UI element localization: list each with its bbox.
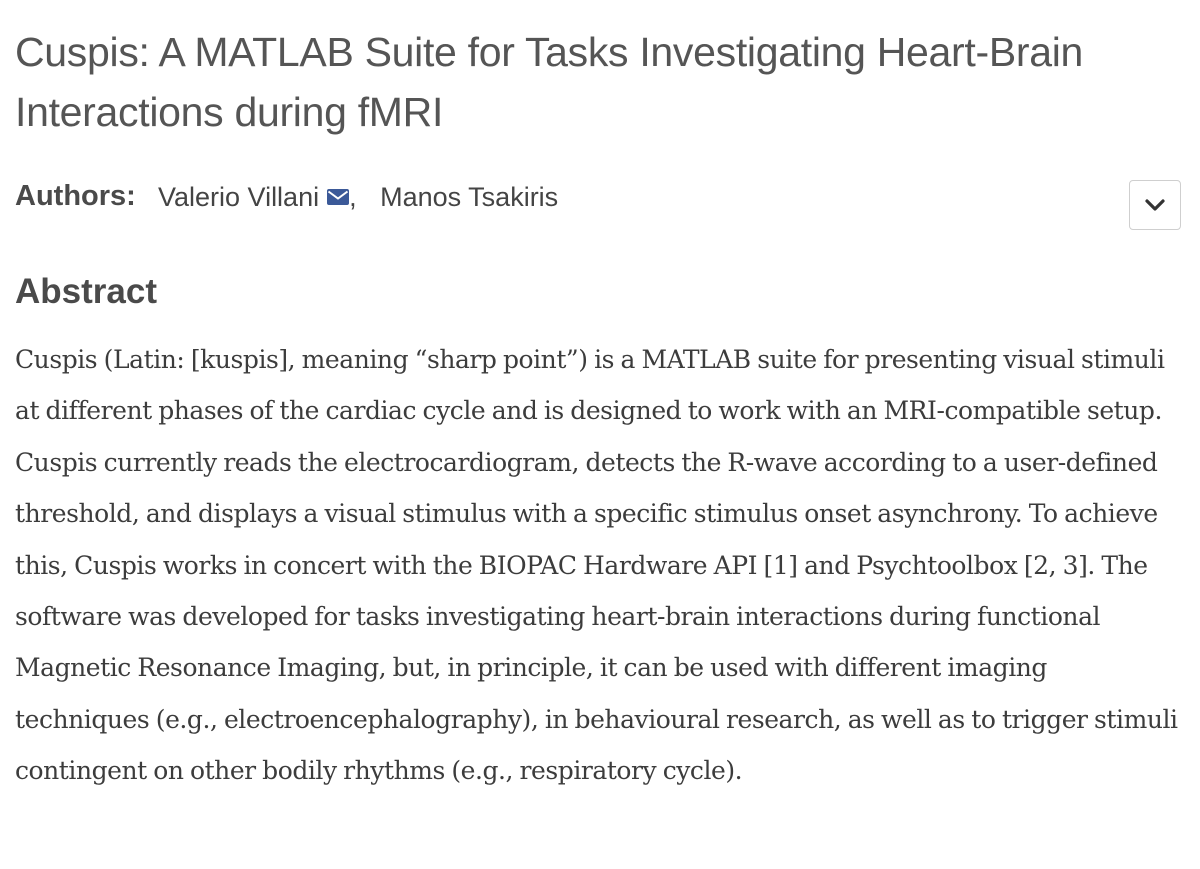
article-title: Cuspis: A MATLAB Suite for Tasks Investigating Heart-Brain Interactions during fMRI xyxy=(15,29,1084,135)
authors-list xyxy=(158,182,558,213)
abstract-heading: Abstract xyxy=(15,272,157,311)
authors-row xyxy=(15,178,1185,228)
article-page xyxy=(15,0,1185,786)
expand-authors-button[interactable] xyxy=(1129,180,1181,230)
authors-label: Authors: xyxy=(15,180,136,212)
abstract-text: Cuspis (Latin: [kuspis], meaning “sharp point”) is a MATLAB suite for presenting visual stimuli at different phases of the cardiac cycle and is designed to work with an MRI-compatible setup. Cuspis currently reads the electrocardiogram, detects the R-wave according to a user-defined threshold, and displays a visual stimulus with a specific stimulus onset asynchrony. To achieve this, Cuspis works in concert with the BIOPAC Hardware API [1] and Psychtoolbox [2, 3]. The software was developed for tasks investigating heart-brain interactions during functional Magnetic Resonance Imaging, but, in principle, it can be used with different imaging techniques (e.g., electroencephalography), in behavioural research, as well as to trigger stimuli contingent on other bodily rhythms (e.g., respiratory cycle). xyxy=(15,345,1178,786)
author-separator: , xyxy=(349,182,357,212)
envelope-icon[interactable] xyxy=(327,189,349,205)
author-name-2[interactable]: Manos Tsakiris xyxy=(380,182,559,212)
author-name-1[interactable]: Valerio Villani xyxy=(158,182,320,212)
chevron-down-icon xyxy=(1144,198,1166,212)
